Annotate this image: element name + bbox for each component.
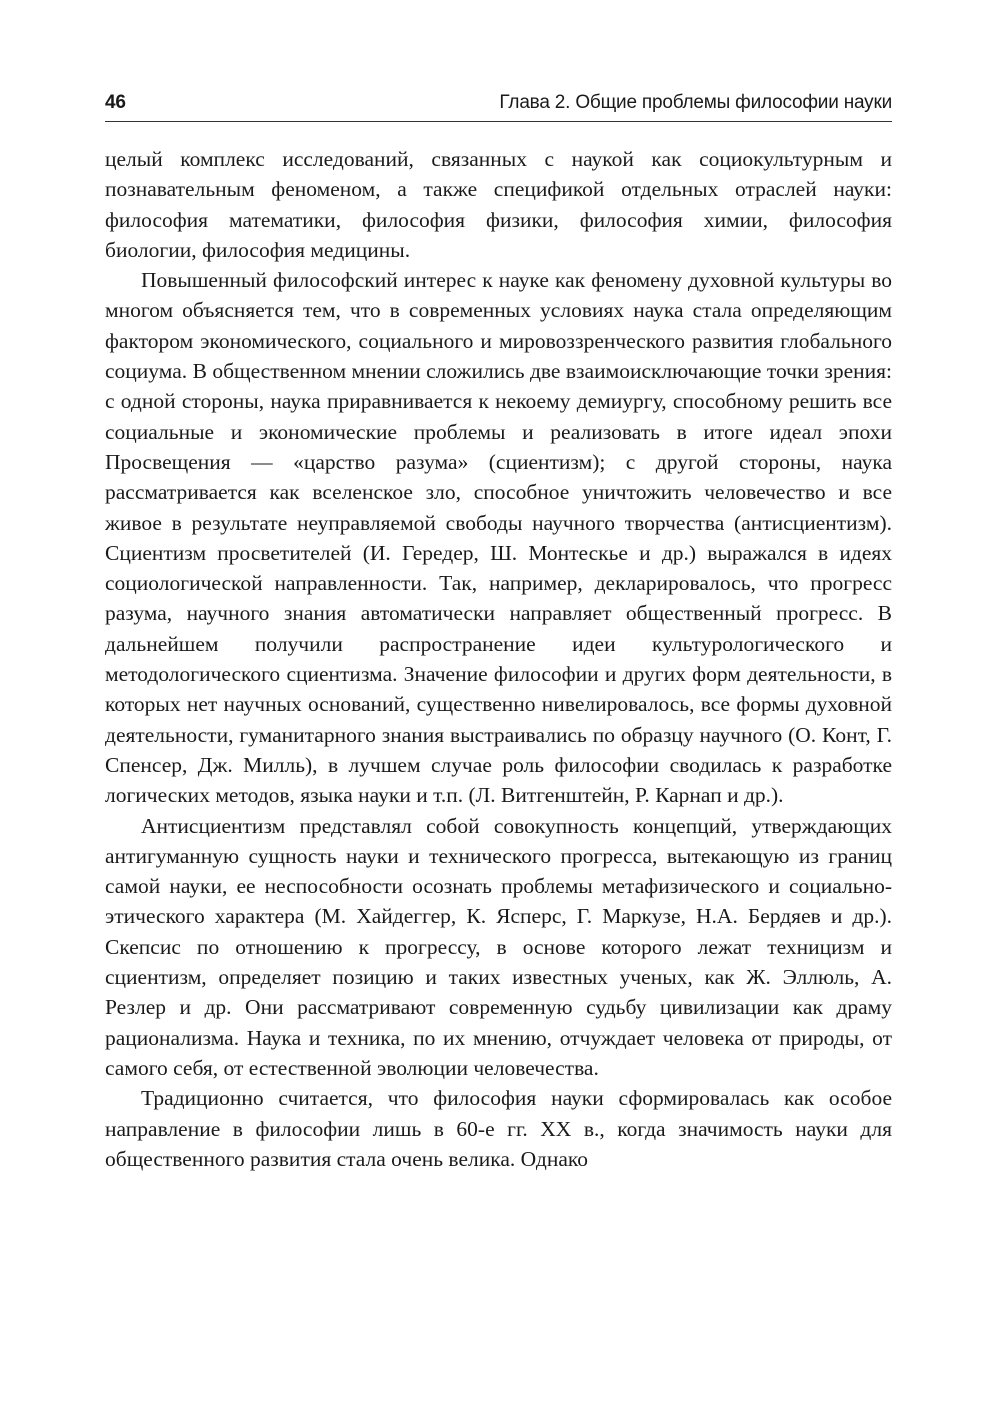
paragraph-antiscientism: Антисциентизм представлял собой совокупность концепций, утверждающих антигуманную сущность науки и технического прогресса, вытекающую из границ самой науки, ее неспособности осознать проблемы метафизического и социально-этического характера (М. Хайдеггер, К. Ясперс, Г. Маркузе, Н.А. Бердяев и др.). Скепсис по отношению к прогрессу, в основе которого лежат техницизм и сциентизм, определяет позицию и таких известных ученых, как Ж. Эллюль, А. Резлер и др. Они рассматривают современную судьбу цивилизации как драму рационализма. Наука и техника, по их мнению, отчуждает человека от природы, от самого себя, от естественной эволюции человечества. — [105, 813, 892, 1080]
book-page — [105, 92, 892, 1174]
running-head — [105, 92, 892, 122]
paragraph-tradition: Традиционно считается, что философия науки сформировалась как особое направление в философии лишь в 60-е гг. XX в., когда значимость науки для общественного развития стала очень велика. Однако — [105, 1086, 892, 1171]
body-text — [105, 144, 892, 1174]
paragraph-continuation: целый комплекс исследований, связанных с наукой как социокультурным и познавательным феноменом, а также спецификой отдельных отраслей науки: философия математики, философия физики, философия химии, философия биологии, философия медицины. — [105, 147, 892, 262]
paragraph-scientism: Повышенный философский интерес к науке как феномену духовной культуры во многом объясняется тем, что в современных условиях наука стала определяющим фактором экономического, социального и мировоззренческого развития глобального социума. В общественном мнении сложились две взаимоисключающие точки зрения: с одной стороны, наука приравнивается к некоему демиургу, способному решить все социальные и экономические проблемы и реализовать в итоге идеал эпохи Просвещения — «царство разума» (сциентизм); с другой стороны, наука рассматривается как вселенское зло, способное уничтожить человечество и все живое в результате неуправляемой свободы научного творчества (антисциентизм). Сциентизм просветителей (И. Гередер, Ш. Монтескье и др.) выражался в идеях социологической направленности. Так, например, декларировалось, что прогресс разума, научного знания автоматически направляет общественный прогресс. В дальнейшем получили распространение идеи культурологического и методологического сциентизма. Значение философии и других форм деятельности, в которых нет научных оснований, существенно нивелировалось, все формы духовной деятельности, гуманитарного знания выстраивались по образцу научного (О. Конт, Г. Спенсер, Дж. Милль), в лучшем случае роль философии сводилась к разработке логических методов, языка науки и т.п. (Л. Витгенштейн, Р. Карнап и др.). — [105, 268, 892, 808]
page-number: 46 — [105, 92, 126, 113]
chapter-title: Глава 2. Общие проблемы философии науки — [499, 92, 892, 113]
